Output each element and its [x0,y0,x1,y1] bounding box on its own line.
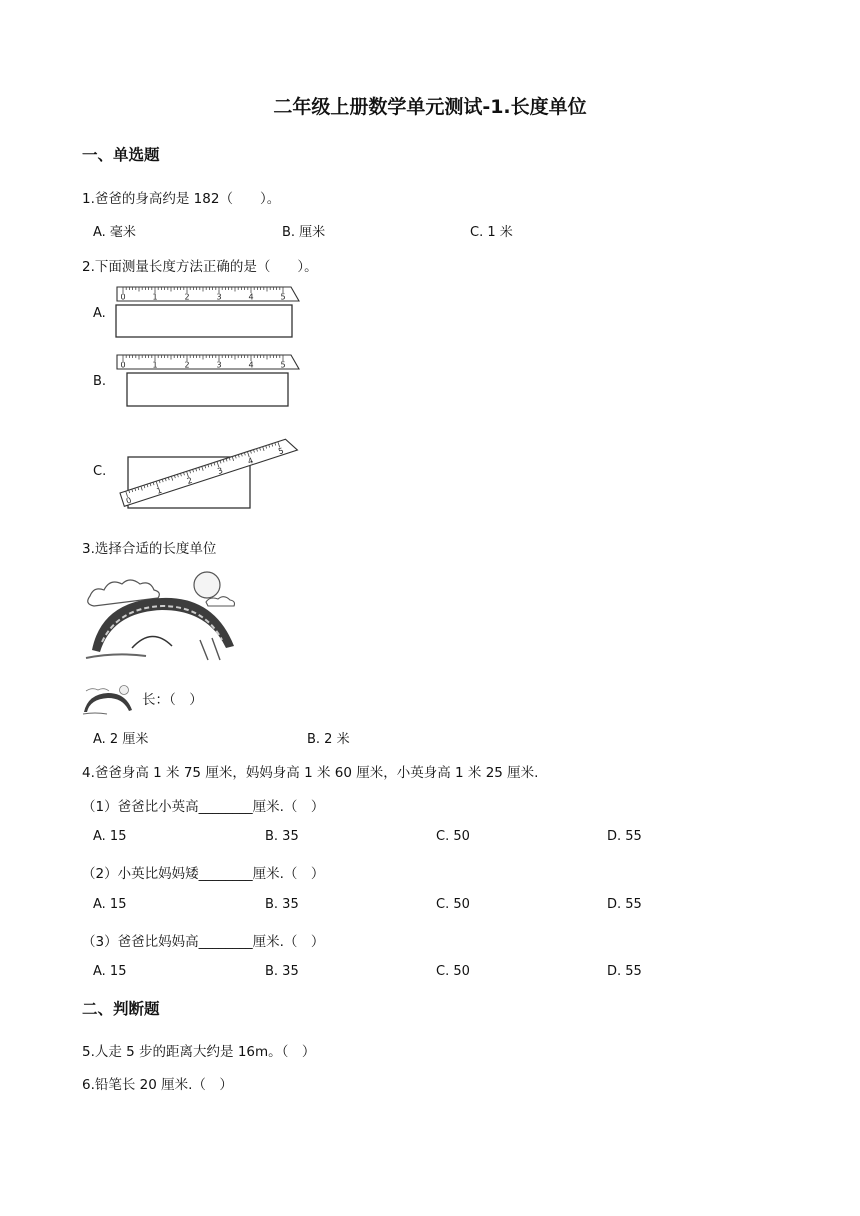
ruler-tick-label: 3 [216,465,224,477]
ruler-tick-label: 4 [248,360,254,370]
ruler-tick-label: 1 [152,360,158,370]
question-4-text: 4.爸爸身高 1 米 75 厘米，妈妈身高 1 米 60 厘米，小英身高 1 米 25 厘米. [82,765,539,781]
rectangle-b [127,373,288,406]
question-4-sub-3-option-a[interactable]: A. 15 [93,964,127,979]
question-4-sub-3-option-d[interactable]: D. 55 [607,964,642,979]
ruler-figure-b [114,352,314,410]
question-4-sub-3-text: （3）爸爸比妈妈高________厘米.（ ） [82,934,325,950]
question-3-text: 3.选择合适的长度单位 [82,541,217,557]
question-2-option-c[interactable]: C. [93,464,107,479]
ruler-tick-label: 5 [280,292,286,302]
question-4-sub-2-text: （2）小英比妈妈矮________厘米.（ ） [82,866,325,882]
ruler-tick-label: 2 [185,475,194,486]
ruler-tick-label: 2 [184,292,190,302]
question-1-text: 1.爸爸的身高约是 182（ ）。 [82,191,281,207]
ruler-figure-a [114,284,314,342]
ruler-b [117,355,299,370]
ruler-tick-label: 0 [124,495,133,506]
question-4-sub-3-option-c[interactable]: C. 50 [436,964,470,979]
question-3-stem-suffix: 长：（ ） [142,692,203,708]
question-4-sub-2-option-d[interactable]: D. 55 [607,897,642,912]
bridge-picture [82,568,242,662]
question-4-sub-1-option-d[interactable]: D. 55 [607,829,642,844]
ruler-tick-label: 5 [280,360,286,370]
rectangle-a [116,305,292,337]
question-3-option-a[interactable]: A. 2 厘米 [93,732,149,747]
ruler-tick-label: 4 [248,292,254,302]
ruler-tick-label: 2 [184,360,190,370]
ruler-a [117,287,299,302]
moon-icon [194,572,220,598]
page-title: 二年级上册数学单元测试-1.长度单位 [273,96,587,118]
ruler-figure-c [114,430,314,514]
question-6-text: 6.铅笔长 20 厘米.（ ） [82,1077,233,1093]
question-4-sub-2-option-a[interactable]: A. 15 [93,897,127,912]
question-4-sub-3-option-b[interactable]: B. 35 [265,964,299,979]
question-2-option-a[interactable]: A. [93,306,106,321]
question-2-option-b[interactable]: B. [93,374,107,389]
ruler-tick-label: 0 [120,292,126,302]
ruler-tick-label: 1 [152,292,158,302]
bridge-small-icon [82,684,136,716]
question-1-option-c[interactable]: C. 1 米 [470,225,513,240]
question-1-option-a[interactable]: A. 毫米 [93,225,136,240]
ruler-tick-label: 0 [120,360,126,370]
ruler-tick-label: 3 [216,292,222,302]
ruler-tick-label: 4 [246,456,255,467]
ruler-tick-label: 3 [216,360,222,370]
question-3-option-b[interactable]: B. 2 米 [307,732,350,747]
question-4-sub-1-option-b[interactable]: B. 35 [265,829,299,844]
question-2-text: 2.下面测量长度方法正确的是（ ）。 [82,259,318,275]
ruler-tick-label: 5 [277,446,285,457]
question-5-text: 5.人走 5 步的距离大约是 16m。（ ） [82,1044,316,1060]
question-4-sub-1-option-a[interactable]: A. 15 [93,829,127,844]
ruler-tick-label: 1 [155,485,164,496]
question-4-sub-1-option-c[interactable]: C. 50 [436,829,470,844]
section-heading-single-choice: 一、单选题 [82,146,160,164]
question-4-sub-2-option-b[interactable]: B. 35 [265,897,299,912]
question-4-sub-2-option-c[interactable]: C. 50 [436,897,470,912]
section-heading-true-false: 二、判断题 [82,1000,160,1018]
question-1-option-b[interactable]: B. 厘米 [282,225,326,240]
question-4-sub-1-text: （1）爸爸比小英高________厘米.（ ） [82,799,325,815]
ruler-c [120,437,298,507]
